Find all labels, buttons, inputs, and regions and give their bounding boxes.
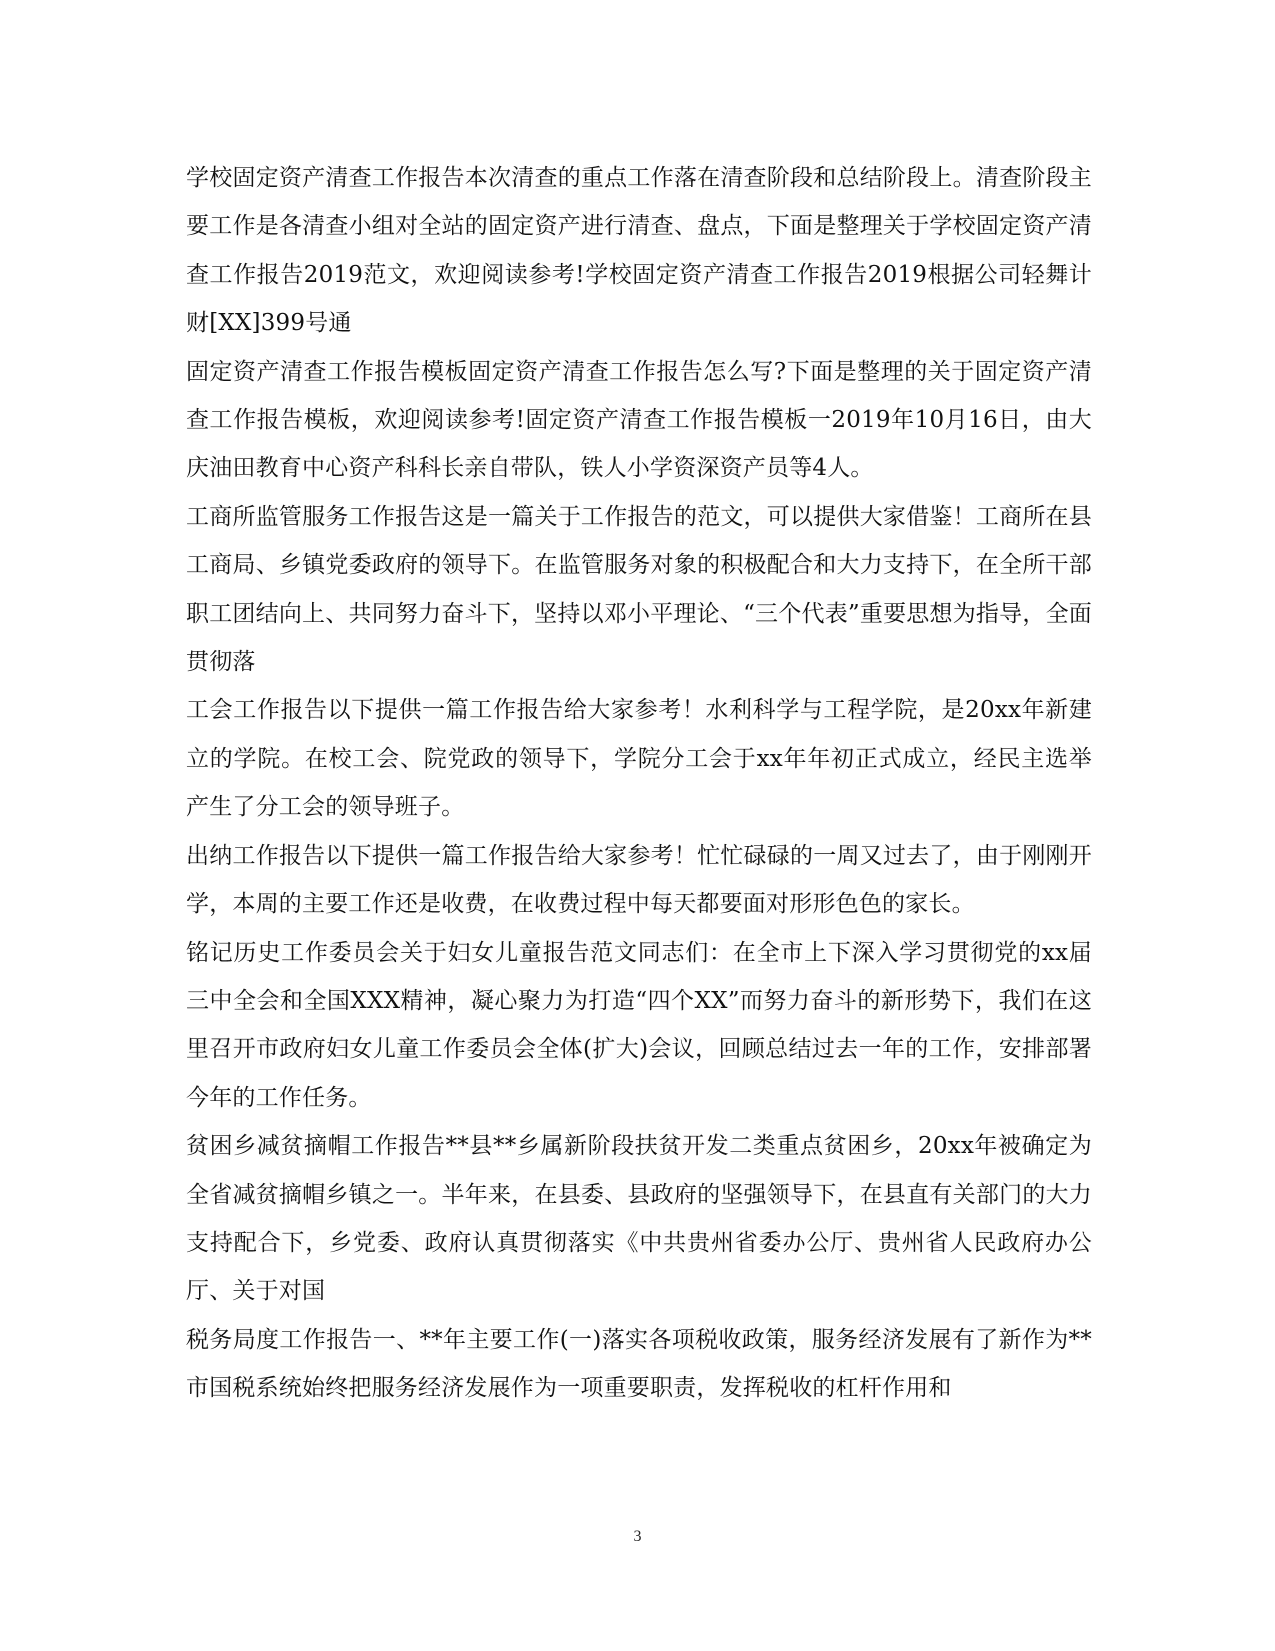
paragraph-fixed-asset-report-template: 固定资产清查工作报告模板固定资产清查工作报告怎么写?下面是整理的关于固定资产清查工作报告模板，欢迎阅读参考!固定资产清查工作报告模板一2019年10月16日，由大庆油田教育中心资产科科长亲自带队，铁人小学资深资产员等4人。 <box>186 358 1092 482</box>
paragraph-women-children-committee-report: 铭记历史工作委员会关于妇女儿童报告范文同志们：在全市上下深入学习贯彻党的xx届三中全会和全国XXX精神，凝心聚力为打造“四个XX”而努力奋斗的新形势下，我们在这里召开市政府妇女儿童工作委员会全体(扩大)会议，回顾总结过去一年的工作，安排部署今年的工作任务。 <box>186 939 1092 1111</box>
paragraph-poverty-alleviation-report: 贫困乡减贫摘帽工作报告**县**乡属新阶段扶贫开发二类重点贫困乡，20xx年被确定为全省减贫摘帽乡镇之一。半年来，在县委、县政府的坚强领导下，在县直有关部门的大力支持配合下，乡党委、政府认真贯彻落实《中共贵州省委办公厅、贵州省人民政府办公厅、关于对国 <box>186 1133 1092 1305</box>
paragraph-fixed-asset-inventory-report: 学校固定资产清查工作报告本次清查的重点工作落在清查阶段和总结阶段上。清查阶段主要工作是各清查小组对全站的固定资产进行清查、盘点，下面是整理关于学校固定资产清查工作报告2019范文，欢迎阅读参考!学校固定资产清查工作报告2019根据公司轻舞计财[XX]399号通 <box>186 165 1092 337</box>
paragraph-cashier-report: 出纳工作报告以下提供一篇工作报告给大家参考！忙忙碌碌的一周又过去了，由于刚刚开学，本周的主要工作还是收费，在收费过程中每天都要面对形形色色的家长。 <box>186 842 1092 918</box>
paragraph-trade-union-report: 工会工作报告以下提供一篇工作报告给大家参考！水利科学与工程学院，是20xx年新建立的学院。在校工会、院党政的领导下，学院分工会于xx年年初正式成立，经民主选举产生了分工会的领导班子。 <box>186 697 1092 821</box>
paragraph-tax-bureau-report: 税务局度工作报告一、**年主要工作(一)落实各项税收政策，服务经济发展有了新作为**市国税系统始终把服务经济发展作为一项重要职责，发挥税收的杠杆作用和 <box>186 1326 1092 1402</box>
document-body <box>186 154 1092 1413</box>
paragraph-business-bureau-supervision-report: 工商所监管服务工作报告这是一篇关于工作报告的范文，可以提供大家借鉴！工商所在县工商局、乡镇党委政府的领导下。在监管服务对象的积极配合和大力支持下，在全所干部职工团结向上、共同努力奋斗下，坚持以邓小平理论、“三个代表”重要思想为指导，全面贯彻落 <box>186 503 1092 676</box>
page-number: 3 <box>633 1528 642 1545</box>
